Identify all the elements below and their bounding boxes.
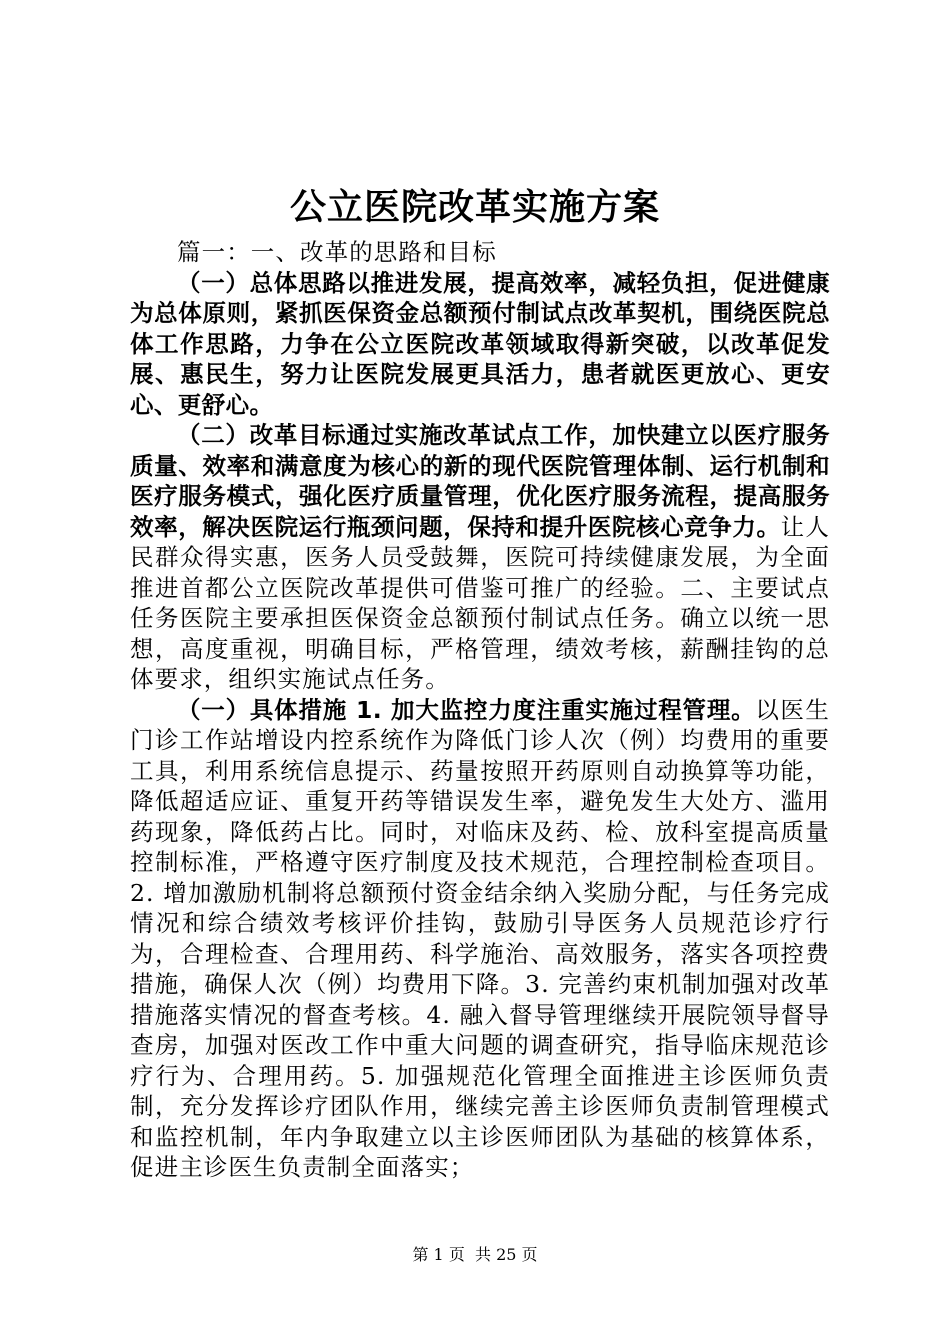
page-footer <box>0 1244 950 1266</box>
specific-measures-regular-text: 以医生门诊工作站增设内控系统作为降低门诊人次（例）均费用的重要工具，利用系统信息提示、药量按照开药原则自动换算等功能，降低超适应证、重复开药等错误发生率，避免发生大处方、滥用药现象，降低药占比。同时，对临床及药、检、放科室提高质量控制标准，严格遵守医疗制度及技术规范，合理控制检查项目。2. 增加激励机制将总额预付资金结余纳入奖励分配，与任务完成情况和综合绩效考核评价挂钩，鼓励引导医务人员规范诊疗行为，合理检查、合理用药、科学施治、高效服务，落实各项控费措施，确保人次（例）均费用下降。3. 完善约束机制加强对改革措施落实情况的督查考核。4. 融入督导管理继续开展院领导督导查房，加强对医改工作中重大问题的调查研究，指导临床规范诊疗行为、合理用药。5. 加强规范化管理全面推进主诊医师负责制，充分发挥诊疗团队作用，继续完善主诊医师负责制管理模式和监控机制，年内争取建立以主诊医师团队为基础的核算体系，促进主诊医生负责制全面落实； <box>130 695 830 1181</box>
section-intro: 篇一：一、改革的思路和目标 <box>177 238 497 266</box>
page-number-label: 第 1 页 共 25 页 <box>412 1245 538 1264</box>
specific-measures-bold-text: （一）具体措施 1. 加大监控力度注重实施过程管理。 <box>177 695 756 724</box>
paragraph-reform-goals <box>130 420 830 695</box>
paragraph-overall-approach: （一）总体思路以推进发展，提高效率，减轻负担，促进健康为总体原则，紧抓医保资金总额预付制试点改革契机，围绕医院总体工作思路，力争在公立医院改革领域取得新突破，以改革促发展、惠民生，努力让医院发展更具活力，患者就医更放心、更安心、更舒心。 <box>130 268 830 419</box>
paragraph-specific-measures <box>130 695 830 1183</box>
document-body <box>130 237 830 1183</box>
document-title: 公立医院改革实施方案 <box>289 186 660 228</box>
reform-goals-bold-text: （二）改革目标通过实施改革试点工作，加快建立以医疗服务质量、效率和满意度为核心的新的现代医院管理体制、运行机制和医疗服务模式，强化医疗质量管理，优化医疗服务流程，提高服务效率，解决医院运行瓶颈问题，保持和提升医院核心竞争力。 <box>130 421 830 541</box>
reform-goals-regular-text: 让人民群众得实惠，医务人员受鼓舞，医院可持续健康发展，为全面推进首都公立医院改革提供可借鉴可推广的经验。二、主要试点任务医院主要承担医保资金总额预付制试点任务。确立以统一思想，高度重视，明确目标，严格管理，绩效考核，薪酬挂钩的总体要求，组织实施试点任务。 <box>130 512 830 693</box>
